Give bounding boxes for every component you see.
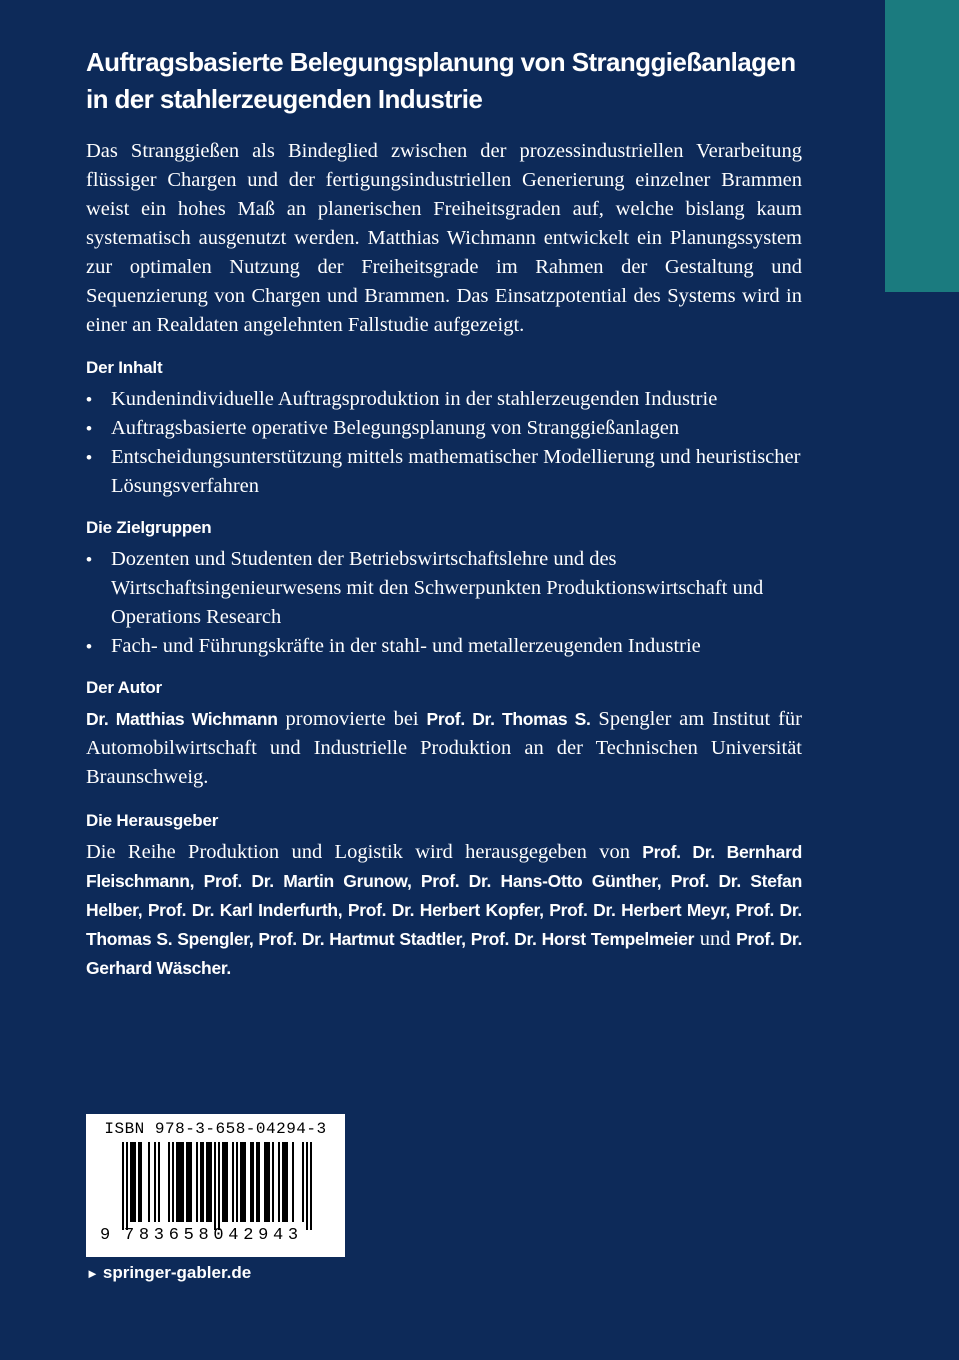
title-line-2: in der stahlerzeugenden Industrie [86,84,483,114]
barcode-bar [200,1142,202,1222]
herausgeber-intro: Die Reihe Produktion und Logistik wird herausgegeben von [86,841,643,863]
barcode-bar [302,1142,304,1222]
barcode-bar [232,1142,234,1222]
barcode-bar [218,1142,220,1230]
herausgeber-paragraph [86,838,802,983]
isbn-text: ISBN 978-3-658-04294-3 [104,1120,327,1138]
barcode-bar [168,1142,170,1222]
autor-paragraph [86,705,802,792]
barcode-bar [266,1142,268,1222]
barcode-bar [224,1142,226,1222]
list-item: • Entscheidungsunterstützung mittels mathematischer Modellierung und heuristischer Lösungsverfahren [86,443,802,501]
barcode-bar [196,1142,198,1222]
barcode-bar [244,1142,246,1222]
barcode-bar [252,1142,254,1222]
barcode-bar [222,1142,224,1222]
barcode-bar [282,1142,284,1222]
barcode-bar [214,1142,216,1230]
editors-list: Prof. Dr. Bernhard Fleischmann, Prof. Dr. Martin Grunow, Prof. Dr. Hans-Otto Günther, Prof. Dr. Stefan Helber, Prof. Dr. Karl Inderfurth, Prof. Dr. Herbert Kopfer, Prof. Dr. Herbert Meyr, Prof. Dr. Thomas S. Spengler, Prof. Dr. Hartmut Stadtler, Prof. Dr. Horst Tempelmeier [86,842,803,949]
intro-paragraph: Das Stranggießen als Bindeglied zwischen der prozessindustriellen Verarbeitung flüssiger Chargen und der fertigungsindustriellen Generierung einzelner Brammen weist ein hohes Maß an planerischen Freiheitsgraden auf, welche bislang kaum systematisch ausgenutzt werden. Matthias Wichmann entwickelt ein Planungssystem zur optimalen Nutzung der Freiheitsgrade im Rahmen der Gestaltung und Sequenzierung von Chargen und Brammen. Das Einsatzpotential des Systems wird in einer an Realdaten angelehnten Fallstudie aufgezeigt. [86,140,802,336]
barcode-bar [154,1142,156,1222]
barcode-bar [180,1142,182,1222]
barcode-bar [258,1142,260,1222]
barcode-bar [126,1142,128,1230]
autor-heading: Der Autor [86,678,162,697]
barcode-bar [264,1142,266,1222]
barcode-bar [240,1142,242,1222]
barcode-bar [186,1142,188,1222]
barcode-bar [148,1142,150,1222]
list-item: • Dozenten und Studenten der Betriebswirtschaftslehre und des Wirtschaftsingenieurwesens mit den Schwerpunkten Produktionswirtschaft und Operations Research [86,545,802,632]
autor-text-1: promovierte bei [277,708,427,730]
barcode-bar [278,1142,280,1222]
barcode-bar [130,1142,132,1222]
back-cover-content [86,44,802,1001]
barcode-bar [286,1142,288,1222]
barcode-bar [256,1142,258,1222]
triangle-arrow-icon: ► [86,1266,99,1281]
teal-tab [885,0,959,292]
barcode-bar [236,1142,238,1222]
barcode-bar [172,1142,174,1222]
barcode-bar [182,1142,184,1222]
author-name: Dr. Matthias Wichmann [86,709,278,729]
herausgeber-und: und [694,928,737,950]
barcode-bar [132,1142,134,1222]
zielgruppen-list [86,545,802,661]
barcode-digits: 783658042943 [124,1226,303,1245]
barcode-bar [138,1142,140,1222]
barcode-bar [190,1142,192,1222]
list-item: • Kundenindividuelle Auftragsproduktion in der stahlerzeugenden Industrie [86,385,802,414]
autor-text-2: Spengler am Institut für Automobilwirtschaft und Industrielle Produktion an der Technischen Universität Braunschweig. [86,708,802,788]
barcode-bar [210,1142,212,1222]
isbn-barcode [86,1114,345,1257]
barcode-bar [284,1142,286,1222]
barcode-bar [292,1142,294,1222]
title-line-1: Auftragsbasierte Belegungsplanung von Stranggießanlagen [86,47,796,77]
barcode-bars [86,1142,345,1232]
barcode-bar [134,1142,136,1222]
barcode-bar [310,1142,312,1230]
barcode-bar [176,1142,178,1222]
barcode-bar [140,1142,142,1222]
zielgruppen-heading: Die Zielgruppen [86,518,212,537]
editor-last: Prof. Dr. Gerhard Wäscher. [86,929,803,978]
inhalt-heading: Der Inhalt [86,358,163,377]
website-url: springer-gabler.de [102,1263,252,1282]
barcode-bar [158,1142,160,1222]
list-item: • Fach- und Führungskräfte in der stahl- und metallerzeugenden Industrie [86,632,802,661]
barcode-bar [226,1142,228,1222]
barcode-bar [242,1142,244,1222]
book-title [86,44,802,118]
inhalt-list [86,385,802,501]
list-item: • Auftragsbasierte operative Belegungsplanung von Stranggießanlagen [86,414,802,443]
barcode-bar [202,1142,204,1222]
barcode-bar [250,1142,252,1222]
barcode-bar [122,1142,124,1230]
barcode-bar [208,1142,210,1222]
barcode-bar [188,1142,190,1222]
barcode-bar [268,1142,270,1222]
barcode-lead-digit: 9 [100,1226,111,1245]
herausgeber-heading: Die Herausgeber [86,811,219,830]
barcode-bar [206,1142,208,1222]
website-link[interactable] [86,1263,251,1283]
advisor-name: Prof. Dr. Thomas S. [426,709,591,729]
barcode-bar [178,1142,180,1222]
barcode-bar [306,1142,308,1230]
barcode-bar [272,1142,274,1222]
